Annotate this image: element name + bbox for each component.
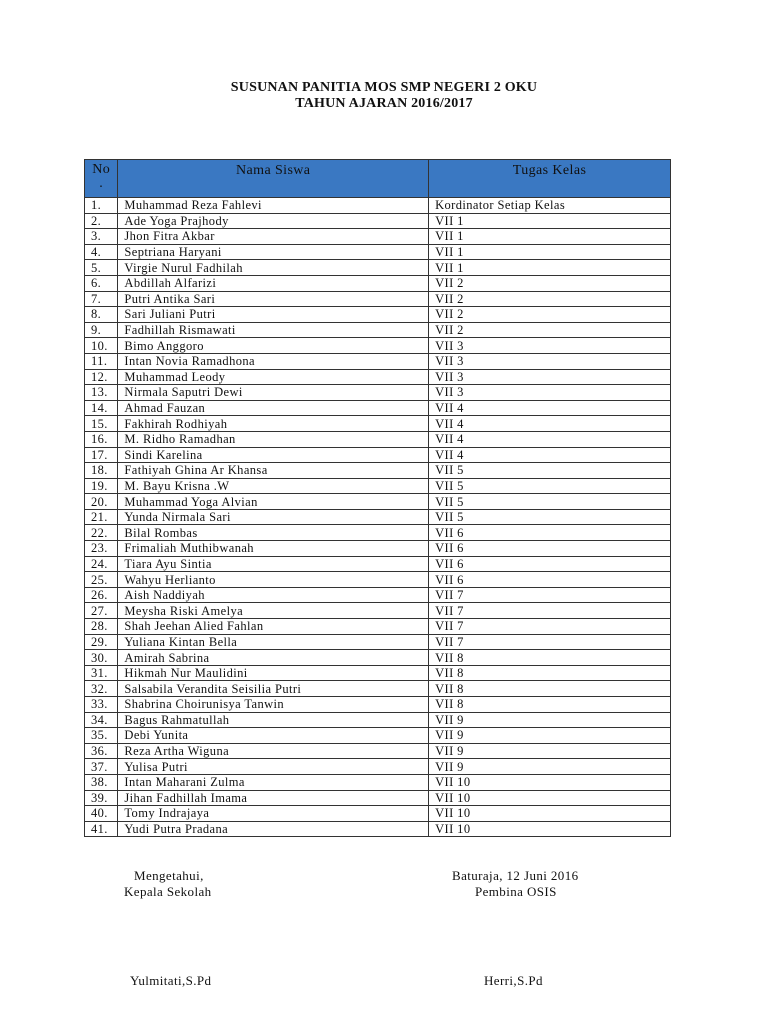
class-assignment: VII 8 [429,650,671,666]
table-row [85,728,671,744]
row-number: 13. [85,385,118,401]
row-number: 7. [85,291,118,307]
table-header [85,160,671,198]
table-row [85,291,671,307]
student-name: Jhon Fitra Akbar [118,229,429,245]
class-assignment: VII 4 [429,447,671,463]
class-assignment: VII 6 [429,541,671,557]
row-number: 8. [85,307,118,323]
student-name: Ahmad Fauzan [118,400,429,416]
class-assignment: VII 2 [429,322,671,338]
table-body [85,198,671,837]
class-assignment: VII 6 [429,572,671,588]
class-assignment: VII 4 [429,431,671,447]
student-name: Aish Naddiyah [118,587,429,603]
table-row [85,244,671,260]
row-number: 2. [85,213,118,229]
table-row [85,759,671,775]
table-row [85,556,671,572]
principal-title: Kepala Sekolah [124,884,212,899]
student-name: Septriana Haryani [118,244,429,260]
class-assignment: VII 4 [429,400,671,416]
header-no-label: No . [92,162,111,191]
class-assignment: VII 2 [429,275,671,291]
row-number: 16. [85,431,118,447]
student-name: Reza Artha Wiguna [118,743,429,759]
row-number: 22. [85,525,118,541]
class-assignment: VII 7 [429,634,671,650]
row-number: 12. [85,369,118,385]
student-name: Frimaliah Muthibwanah [118,541,429,557]
class-assignment: VII 5 [429,494,671,510]
row-number: 1. [85,198,118,214]
row-number: 38. [85,774,118,790]
class-assignment: VII 9 [429,712,671,728]
row-number: 3. [85,229,118,245]
class-assignment: VII 7 [429,587,671,603]
header-name: Nama Siswa [118,160,429,198]
row-number: 24. [85,556,118,572]
row-number: 40. [85,806,118,822]
student-name: Muhammad Reza Fahlevi [118,198,429,214]
header-task: Tugas Kelas [429,160,671,198]
row-number: 9. [85,322,118,338]
class-assignment: VII 2 [429,307,671,323]
student-name: Sindi Karelina [118,447,429,463]
student-name: Bagus Rahmatullah [118,712,429,728]
class-assignment: VII 2 [429,291,671,307]
table-row [85,650,671,666]
student-name: Muhammad Leody [118,369,429,385]
class-assignment: VII 5 [429,463,671,479]
student-name: Wahyu Herlianto [118,572,429,588]
student-name: Amirah Sabrina [118,650,429,666]
table-row [85,447,671,463]
student-name: Nirmala Saputri Dewi [118,385,429,401]
table-row [85,806,671,822]
row-number: 39. [85,790,118,806]
table-row [85,229,671,245]
student-name: Yudi Putra Pradana [118,821,429,837]
table-row [85,587,671,603]
table-row [85,198,671,214]
student-name: Yunda Nirmala Sari [118,509,429,525]
document-subtitle: TAHUN AJARAN 2016/2017 [295,96,473,111]
class-assignment: VII 8 [429,665,671,681]
class-assignment: VII 1 [429,244,671,260]
student-name: Ade Yoga Prajhody [118,213,429,229]
class-assignment: Kordinator Setiap Kelas [429,198,671,214]
table-row [85,385,671,401]
row-number: 30. [85,650,118,666]
table-row [85,494,671,510]
student-name: Virgie Nurul Fadhilah [118,260,429,276]
principal-name: Yulmitati,S.Pd [130,973,212,988]
student-name: Fakhirah Rodhiyah [118,416,429,432]
table-row [85,712,671,728]
table-row [85,369,671,385]
row-number: 27. [85,603,118,619]
row-number: 28. [85,619,118,635]
row-number: 18. [85,463,118,479]
class-assignment: VII 10 [429,806,671,822]
class-assignment: VII 1 [429,213,671,229]
student-name: Shah Jeehan Alied Fahlan [118,619,429,635]
student-name: Jihan Fadhillah Imama [118,790,429,806]
class-assignment: VII 3 [429,385,671,401]
row-number: 15. [85,416,118,432]
table-row [85,634,671,650]
class-assignment: VII 9 [429,728,671,744]
row-number: 11. [85,353,118,369]
header-no [85,160,118,198]
table-row [85,213,671,229]
table-row [85,619,671,635]
advisor-name: Herri,S.Pd [484,973,543,988]
student-name: Muhammad Yoga Alvian [118,494,429,510]
class-assignment: VII 10 [429,774,671,790]
row-number: 5. [85,260,118,276]
class-assignment: VII 10 [429,790,671,806]
student-name: Hikmah Nur Maulidini [118,665,429,681]
student-name: Meysha Riski Amelya [118,603,429,619]
table-row [85,821,671,837]
table-row [85,541,671,557]
table-row [85,572,671,588]
student-name: Debi Yunita [118,728,429,744]
row-number: 4. [85,244,118,260]
table-row [85,790,671,806]
class-assignment: VII 6 [429,525,671,541]
class-assignment: VII 1 [429,260,671,276]
table-row [85,603,671,619]
row-number: 31. [85,665,118,681]
class-assignment: VII 9 [429,759,671,775]
row-number: 20. [85,494,118,510]
table-row [85,463,671,479]
row-number: 35. [85,728,118,744]
row-number: 36. [85,743,118,759]
student-name: Fathiyah Ghina Ar Khansa [118,463,429,479]
table-row [85,260,671,276]
student-name: Tomy Indrajaya [118,806,429,822]
table-row [85,400,671,416]
row-number: 41. [85,821,118,837]
table-row [85,275,671,291]
row-number: 21. [85,509,118,525]
row-number: 23. [85,541,118,557]
student-name: Yuliana Kintan Bella [118,634,429,650]
student-name: Shabrina Choirunisya Tanwin [118,697,429,713]
place-date: Baturaja, 12 Juni 2016 [452,868,579,883]
class-assignment: VII 3 [429,369,671,385]
student-name: M. Bayu Krisna .W [118,478,429,494]
class-assignment: VII 10 [429,821,671,837]
student-name: Bilal Rombas [118,525,429,541]
row-number: 33. [85,697,118,713]
advisor-title: Pembina OSIS [475,884,557,899]
row-number: 37. [85,759,118,775]
document-title: SUSUNAN PANITIA MOS SMP NEGERI 2 OKU [230,80,538,95]
table-row [85,525,671,541]
student-name: Bimo Anggoro [118,338,429,354]
student-name: Yulisa Putri [118,759,429,775]
class-assignment: VII 5 [429,478,671,494]
student-name: Intan Novia Ramadhona [118,353,429,369]
row-number: 17. [85,447,118,463]
table-row [85,774,671,790]
table-row [85,665,671,681]
class-assignment: VII 9 [429,743,671,759]
table-row [85,509,671,525]
class-assignment: VII 7 [429,619,671,635]
table-row [85,338,671,354]
student-name: Fadhillah Rismawati [118,322,429,338]
table-row [85,431,671,447]
class-assignment: VII 1 [429,229,671,245]
row-number: 32. [85,681,118,697]
class-assignment: VII 8 [429,681,671,697]
table-row [85,353,671,369]
row-number: 34. [85,712,118,728]
student-name: Tiara Ayu Sintia [118,556,429,572]
row-number: 29. [85,634,118,650]
student-name: Putri Antika Sari [118,291,429,307]
student-name: Salsabila Verandita Seisilia Putri [118,681,429,697]
table-header-row [85,160,671,198]
row-number: 10. [85,338,118,354]
student-name: Abdillah Alfarizi [118,275,429,291]
student-name: Sari Juliani Putri [118,307,429,323]
table-row [85,322,671,338]
table-row [85,681,671,697]
table-row [85,743,671,759]
class-assignment: VII 3 [429,353,671,369]
class-assignment: VII 8 [429,697,671,713]
row-number: 25. [85,572,118,588]
row-number: 6. [85,275,118,291]
acknowledged-label: Mengetahui, [134,868,204,883]
student-name: M. Ridho Ramadhan [118,431,429,447]
table-row [85,307,671,323]
row-number: 26. [85,587,118,603]
class-assignment: VII 5 [429,509,671,525]
student-name: Intan Maharani Zulma [118,774,429,790]
table-row [85,697,671,713]
class-assignment: VII 3 [429,338,671,354]
class-assignment: VII 6 [429,556,671,572]
class-assignment: VII 7 [429,603,671,619]
class-assignment: VII 4 [429,416,671,432]
row-number: 14. [85,400,118,416]
table-row [85,416,671,432]
table-row [85,478,671,494]
committee-table [84,159,671,837]
row-number: 19. [85,478,118,494]
